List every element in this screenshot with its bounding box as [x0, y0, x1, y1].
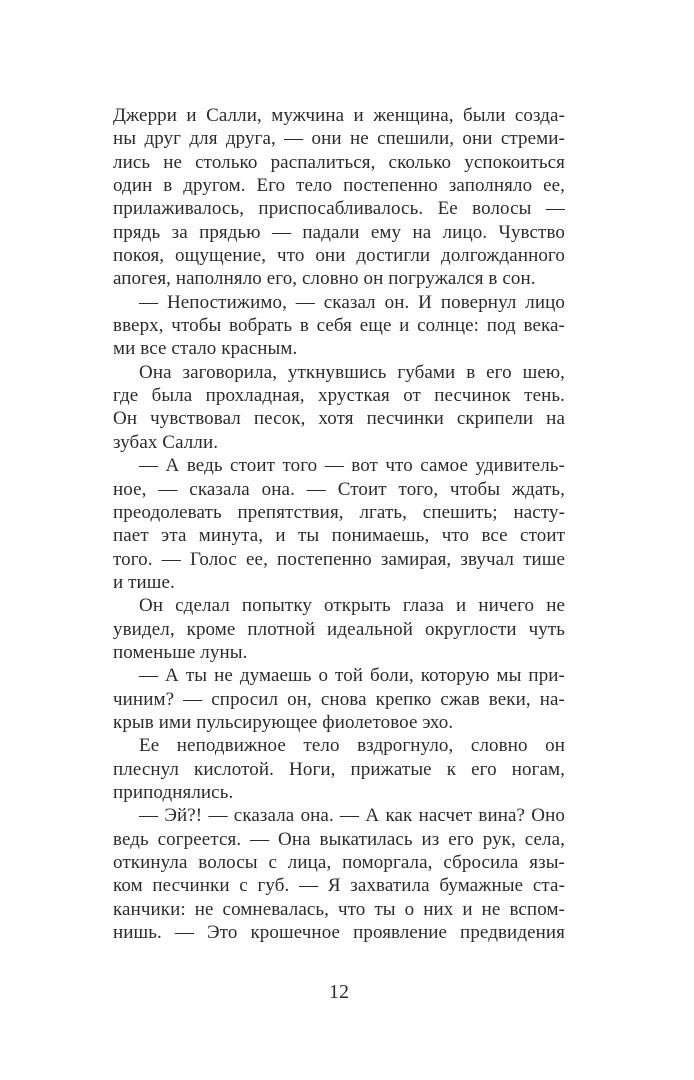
text-line: ное, — сказала она. — Стоит того, чтобы ждать,: [113, 478, 565, 500]
text-line: Джерри и Салли, мужчина и женщина, были созда-: [113, 105, 565, 126]
text-line: — А ты не думаешь о той боли, которую мы при-: [139, 665, 565, 687]
text-line: Она заговорила, уткнувшись губами в его шею,: [139, 361, 565, 383]
page-number: 12: [329, 981, 349, 1003]
text-line: увидел, кроме плотной идеальной округлости чуть: [113, 618, 565, 640]
text-line: канчики: не сомневалась, что ты о них и не вспом-: [113, 898, 565, 920]
text-line: зубах Салли.: [113, 431, 219, 453]
text-line: прилаживалось, приспосабливалось. Ее волосы —: [113, 198, 565, 220]
text-line: — Непостижимо, — сказал он. И повернул лицо: [139, 291, 565, 313]
text-line: — Эй?! — сказала она. — А как насчет вина? Оно: [139, 805, 565, 827]
text-line: нишь. — Это крошечное проявление предвидения: [113, 922, 565, 944]
text-line: Ее неподвижное тело вздрогнуло, словно он: [139, 735, 565, 757]
text-line: вверх, чтобы вобрать в себя еще и солнце: под века-: [113, 315, 565, 337]
text-line: поменьше луны.: [113, 641, 248, 663]
text-line: — А ведь стоит того — вот что самое удивитель-: [139, 455, 565, 477]
text-line: ком песчинки с губ. — Я захватила бумажные ста-: [113, 875, 565, 897]
text-line: прядь за прядью — падали ему на лицо. Чувство: [113, 221, 565, 243]
text-line: лись не столько распалиться, сколько успокоиться: [113, 151, 565, 173]
text-line: ны друг для друга, — они не спешили, они стреми-: [113, 128, 565, 150]
page-text: [113, 104, 565, 944]
text-line: преодолевать препятствия, лгать, спешить; насту-: [113, 501, 565, 523]
text-line: ми все стало красным.: [113, 338, 298, 360]
text-line: и тише.: [113, 571, 175, 593]
text-line: ведь согреется. — Она выкатилась из его рук, села,: [113, 828, 565, 850]
text-line: где была прохладная, хрусткая от песчинок тень.: [113, 385, 565, 407]
text-line: откинула волосы с лица, поморгала, сбросила язы-: [113, 852, 565, 873]
text-line: приподнялись.: [113, 781, 234, 803]
text-line: того. — Голос ее, постепенно замирая, звучал тише: [113, 548, 565, 570]
text-line: крыв ими пульсирующее фиолетовое эхо.: [113, 711, 454, 733]
text-line: Он чувствовал песок, хотя песчинки скрипели на: [113, 408, 565, 430]
text-line: покоя, ощущение, что они достигли долгожданного: [113, 245, 565, 267]
text-line: пает эта минута, и ты понимаешь, что все стоит: [113, 525, 565, 547]
text-line: плеснул кислотой. Ноги, прижатые к его ногам,: [113, 758, 565, 780]
text-line: один в другом. Его тело постепенно заполняло ее,: [113, 175, 565, 197]
text-line: чиним? — спросил он, снова крепко сжав веки, на-: [113, 688, 565, 710]
text-line: Он сделал попытку открыть глаза и ничего не: [139, 595, 565, 617]
text-line: апогея, наполняло его, словно он погружался в сон.: [113, 268, 536, 290]
